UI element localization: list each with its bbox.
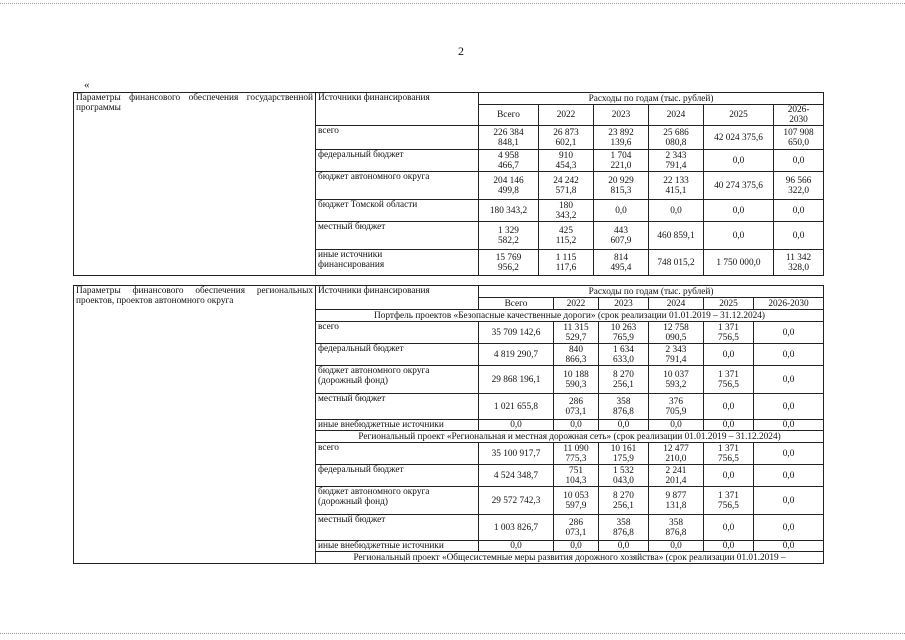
year-header: 2022 [554,298,599,310]
value-cell: 1 371 756,5 [704,443,754,465]
value-cell: 460 859,1 [649,222,704,250]
value-cell: 1 003 826,7 [479,515,554,541]
value-cell: 0,0 [754,394,824,420]
source-label: бюджет автономного округа (дорожный фонд) [316,366,479,394]
value-cell: 814 495,4 [594,250,649,276]
value-cell: 180 343,2 [479,200,539,222]
value-cell: 0,0 [754,420,824,431]
value-cell: 10 263 765,9 [599,322,649,344]
value-cell: 748 015,2 [649,250,704,276]
value-cell: 0,0 [599,541,649,552]
source-label: иные источники финансирования [316,250,479,276]
value-cell: 0,0 [704,344,754,366]
value-cell: 0,0 [754,322,824,344]
value-cell: 29 572 742,3 [479,487,554,515]
year-header: 2023 [594,105,649,126]
source-label: бюджет автономного округа (дорожный фонд) [316,487,479,515]
header-row [74,93,824,105]
value-cell: 22 133 415,1 [649,172,704,200]
value-cell: 2 343 791,4 [649,344,704,366]
value-cell: 1 371 756,5 [704,322,754,344]
value-cell: 0,0 [754,541,824,552]
value-cell: 0,0 [554,541,599,552]
value-cell: 11 315 529,7 [554,322,599,344]
value-cell: 840 866,3 [554,344,599,366]
year-header: 2025 [704,298,754,310]
value-cell: 0,0 [704,420,754,431]
value-cell: 25 686 080,8 [649,126,704,150]
expenses-header: Расходы по годам (тыс. рублей) [479,93,824,105]
value-cell: 425 115,2 [539,222,594,250]
value-cell: 358 876,8 [599,394,649,420]
value-cell: 96 566 322,0 [774,172,824,200]
value-cell: 1 750 000,0 [704,250,774,276]
value-cell: 42 024 375,6 [704,126,774,150]
source-label: бюджет автономного округа [316,172,479,200]
sources-header: Источники финансирования [316,286,479,310]
source-label: всего [316,322,479,344]
program-finance-table [73,92,824,276]
header-row [74,286,824,298]
value-cell: 1 634 633,0 [599,344,649,366]
value-cell: 10 161 175,9 [599,443,649,465]
value-cell: 107 908 650,0 [774,126,824,150]
year-header: 2022 [539,105,594,126]
value-cell: 40 274 375,6 [704,172,774,200]
value-cell: 0,0 [479,420,554,431]
year-header: 2024 [649,105,704,126]
value-cell: 1 115 117,6 [539,250,594,276]
value-cell: 0,0 [649,200,704,222]
top-scan-edge [0,3,905,4]
year-header: 2026- 2030 [774,105,824,126]
source-label: федеральный бюджет [316,150,479,172]
value-cell: 204 146 499,8 [479,172,539,200]
value-cell: 0,0 [754,465,824,487]
source-label: местный бюджет [316,394,479,420]
value-cell: 0,0 [649,541,704,552]
value-cell: 0,0 [754,366,824,394]
value-cell: 0,0 [704,515,754,541]
value-cell: 2 241 201,4 [649,465,704,487]
value-cell: 0,0 [594,200,649,222]
value-cell: 1 371 756,5 [704,366,754,394]
value-cell: 358 876,8 [649,515,704,541]
value-cell: 10 053 597,9 [554,487,599,515]
value-cell: 180 343,2 [539,200,594,222]
param-label: Параметры финансового обеспечения региональных проектов, проектов автономного округа [74,286,316,564]
value-cell: 286 073,1 [554,515,599,541]
value-cell: 0,0 [704,394,754,420]
expenses-header: Расходы по годам (тыс. рублей) [479,286,824,298]
source-label: федеральный бюджет [316,344,479,366]
value-cell: 0,0 [704,222,774,250]
source-label: иные внебюджетные источники [316,420,479,431]
section-title: Портфель проектов «Безопасные качественные дороги» (срок реализации 01.01.2019 – 31.12.2024) [316,310,824,322]
bottom-scan-edge [0,633,905,634]
param-label: Параметры финансового обеспечения государственной программы [74,93,316,276]
value-cell: 26 873 602,1 [539,126,594,150]
value-cell: 0,0 [754,443,824,465]
value-cell: 8 270 256,1 [599,366,649,394]
year-header: Всего [479,105,539,126]
section-title: Региональный проект «Региональная и местная дорожная сеть» (срок реализации 01.01.2019 – 31.12.2024) [316,431,824,443]
value-cell: 35 709 142,6 [479,322,554,344]
value-cell: 12 758 090,5 [649,322,704,344]
value-cell: 443 607,9 [594,222,649,250]
value-cell: 0,0 [599,420,649,431]
value-cell: 358 876,8 [599,515,649,541]
value-cell: 376 705,9 [649,394,704,420]
value-cell: 910 454,3 [539,150,594,172]
value-cell: 11 090 775,3 [554,443,599,465]
value-cell: 15 769 956,2 [479,250,539,276]
value-cell: 9 877 131,8 [649,487,704,515]
sources-header: Источники финансирования [316,93,479,126]
year-header: 2024 [649,298,704,310]
value-cell: 23 892 139,6 [594,126,649,150]
value-cell: 286 073,1 [554,394,599,420]
value-cell: 226 384 848,1 [479,126,539,150]
opening-quote: « [84,79,90,91]
page-number: 2 [458,44,464,58]
value-cell: 0,0 [704,150,774,172]
source-label: местный бюджет [316,515,479,541]
section-title: Региональный проект «Общесистемные меры развития дорожного хозяйства» (срок реализации 01.01.2019 – [316,552,824,564]
source-label: всего [316,443,479,465]
value-cell: 24 242 571,8 [539,172,594,200]
value-cell: 0,0 [554,420,599,431]
value-cell: 0,0 [704,465,754,487]
value-cell: 8 270 256,1 [599,487,649,515]
value-cell: 1 329 582,2 [479,222,539,250]
source-label: бюджет Томской области [316,200,479,222]
value-cell: 0,0 [754,487,824,515]
value-cell: 35 100 917,7 [479,443,554,465]
value-cell: 12 477 210,0 [649,443,704,465]
value-cell: 1 704 221,0 [594,150,649,172]
value-cell: 20 929 815,3 [594,172,649,200]
value-cell: 4 819 290,7 [479,344,554,366]
value-cell: 29 868 196,1 [479,366,554,394]
value-cell: 0,0 [774,222,824,250]
year-header: 2026-2030 [754,298,824,310]
value-cell: 0,0 [704,200,774,222]
value-cell: 10 037 593,2 [649,366,704,394]
value-cell: 0,0 [754,344,824,366]
year-header: 2023 [599,298,649,310]
value-cell: 1 532 043,0 [599,465,649,487]
source-label: всего [316,126,479,150]
source-label: местный бюджет [316,222,479,250]
year-header: 2025 [704,105,774,126]
value-cell: 4 958 466,7 [479,150,539,172]
value-cell: 0,0 [704,541,754,552]
value-cell: 751 104,3 [554,465,599,487]
value-cell: 10 188 590,3 [554,366,599,394]
source-label: иные внебюджетные источники [316,541,479,552]
value-cell: 1 371 756,5 [704,487,754,515]
projects-finance-table [73,285,824,564]
year-header: Всего [479,298,554,310]
value-cell: 0,0 [774,150,824,172]
value-cell: 1 021 655,8 [479,394,554,420]
value-cell: 0,0 [774,200,824,222]
value-cell: 0,0 [649,420,704,431]
value-cell: 4 524 348,7 [479,465,554,487]
value-cell: 0,0 [754,515,824,541]
value-cell: 11 342 328,0 [774,250,824,276]
source-label: федеральный бюджет [316,465,479,487]
value-cell: 0,0 [479,541,554,552]
value-cell: 2 343 791,4 [649,150,704,172]
